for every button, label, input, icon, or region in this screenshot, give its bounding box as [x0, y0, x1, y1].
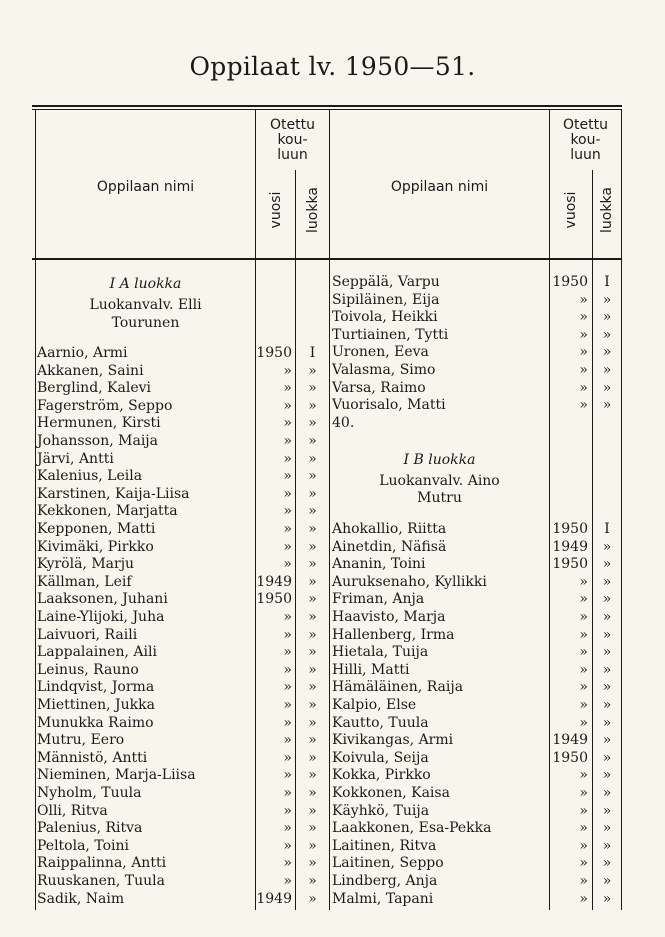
- student-class: I: [604, 521, 610, 537]
- student-class: »: [308, 609, 317, 625]
- student-class: »: [602, 837, 612, 854]
- student-year: »: [579, 767, 588, 784]
- student-year: »: [579, 626, 588, 643]
- student-class: »: [308, 362, 317, 379]
- student-name: Laakkonen, Esa-Pekka: [332, 820, 492, 837]
- student-name: Hermunen, Kirsti: [37, 415, 161, 432]
- student-class: »: [308, 591, 317, 608]
- student-name: Leinus, Rauno: [37, 661, 139, 678]
- student-year: 1950: [552, 274, 588, 290]
- student-year: 1950: [552, 749, 588, 766]
- student-class: »: [602, 785, 612, 801]
- student-name: Ahokallio, Riitta: [332, 521, 447, 537]
- student-name: Haavisto, Marja: [332, 609, 446, 625]
- student-class: »: [308, 538, 317, 555]
- student-class: »: [308, 679, 317, 696]
- student-name: Laine-Ylijoki, Juha: [37, 609, 165, 625]
- top-rule: [32, 105, 622, 107]
- student-year: 1950: [256, 345, 292, 361]
- student-name: Munukka Raimo: [37, 714, 154, 731]
- student-name: Malmi, Tapani: [332, 890, 434, 907]
- student-class: »: [308, 767, 317, 784]
- student-year: »: [579, 344, 588, 361]
- student-year: »: [283, 415, 292, 432]
- teacher-line-1b: Luokanvalv. Aino: [379, 473, 500, 489]
- student-name: Hämäläinen, Raija: [332, 679, 464, 696]
- col-year-header-right: vuosi: [563, 191, 579, 229]
- student-name: 40.: [332, 414, 355, 431]
- student-name: Fagerström, Seppo: [37, 397, 173, 414]
- student-year: »: [579, 785, 588, 801]
- col-taken-header-right: Otettu kou- luun: [563, 117, 608, 163]
- student-class: »: [308, 503, 317, 520]
- student-class: »: [602, 573, 612, 590]
- student-year: »: [579, 326, 588, 343]
- student-name: Kivimäki, Pirkko: [37, 538, 154, 555]
- student-name: Auruksenaho, Kyllikki: [332, 573, 487, 590]
- top-rule-thin: [32, 109, 622, 110]
- student-class: »: [308, 785, 317, 801]
- col-name-header-left: Oppilaan nimi: [96, 179, 195, 195]
- student-year: »: [283, 503, 292, 520]
- student-class: »: [308, 626, 317, 643]
- student-name: Nieminen, Marja-Liisa: [37, 767, 196, 784]
- student-class: »: [308, 661, 317, 678]
- student-year: »: [283, 837, 292, 854]
- student-year: »: [283, 644, 292, 661]
- student-year: »: [283, 802, 292, 819]
- student-name: Sadik, Naim: [37, 890, 125, 907]
- student-class: »: [602, 538, 612, 555]
- student-year: »: [579, 591, 588, 608]
- left-border: [35, 110, 36, 910]
- student-year: »: [283, 785, 292, 801]
- student-name: Kautto, Tuula: [332, 714, 429, 731]
- student-year: »: [283, 485, 292, 502]
- student-name: Ananin, Toini: [332, 556, 426, 573]
- student-year: »: [283, 697, 292, 713]
- student-name: Laitinen, Ritva: [332, 837, 437, 854]
- student-year: »: [283, 433, 292, 449]
- student-year: »: [579, 697, 588, 713]
- student-class: »: [602, 556, 612, 573]
- student-year: »: [283, 855, 292, 872]
- section-title-1a: I A luokka: [109, 276, 182, 292]
- student-name: Uronen, Eeva: [332, 344, 429, 361]
- student-class: »: [308, 556, 317, 573]
- col-taken-header-left: Otettu kou- luun: [270, 117, 315, 163]
- col-name-header-right: Oppilaan nimi: [390, 179, 489, 195]
- student-year: »: [283, 450, 292, 467]
- student-class: »: [602, 890, 612, 907]
- student-class: »: [602, 714, 612, 731]
- teacher-line-1b-2: Mutru: [417, 490, 462, 506]
- student-year: »: [579, 644, 588, 661]
- student-year: »: [283, 626, 292, 643]
- student-year: »: [579, 362, 588, 378]
- student-year: »: [579, 837, 588, 854]
- teacher-line-1a-2: Tourunen: [111, 315, 180, 331]
- student-class: »: [308, 837, 317, 854]
- student-class: »: [602, 749, 612, 766]
- student-class: »: [308, 450, 317, 467]
- student-class: »: [602, 802, 612, 819]
- student-name: Kepponen, Matti: [37, 521, 156, 537]
- section-title-1b: I B luokka: [403, 452, 476, 468]
- student-name: Seppälä, Varpu: [332, 274, 440, 290]
- student-class: »: [602, 644, 612, 661]
- student-year: 1949: [552, 538, 588, 555]
- student-year: »: [579, 379, 588, 396]
- student-class: »: [602, 855, 612, 872]
- student-year: »: [283, 873, 292, 889]
- student-year: »: [283, 767, 292, 784]
- student-class: »: [308, 714, 317, 731]
- col-year-header-left: vuosi: [268, 191, 284, 229]
- student-class: »: [308, 890, 317, 907]
- student-name: Hallenberg, Irma: [332, 626, 455, 643]
- student-year: »: [579, 573, 588, 590]
- student-name: Raippalinna, Antti: [37, 855, 167, 872]
- student-year: 1950: [256, 591, 292, 608]
- student-class: »: [602, 626, 612, 643]
- student-year: »: [579, 855, 588, 872]
- col-class-header-right: luokka: [599, 187, 615, 233]
- student-year: »: [579, 802, 588, 819]
- student-class: »: [308, 397, 317, 414]
- student-name: Männistö, Antti: [37, 749, 148, 766]
- student-class: »: [308, 697, 317, 713]
- student-name: Kekkonen, Marjatta: [37, 503, 178, 520]
- student-name: Kivikangas, Armi: [332, 732, 454, 749]
- student-class: »: [602, 732, 612, 749]
- col-class-header-left: luokka: [305, 187, 321, 233]
- student-class: »: [602, 609, 612, 625]
- student-year: »: [283, 609, 292, 625]
- student-name: Karstinen, Kaija-Liisa: [37, 485, 190, 502]
- student-class: »: [308, 644, 317, 661]
- student-year: 1950: [552, 521, 588, 537]
- student-name: Koivula, Seija: [332, 749, 429, 766]
- student-year: »: [579, 873, 588, 889]
- student-name: Kyrölä, Marju: [37, 556, 135, 573]
- student-year: »: [283, 556, 292, 573]
- student-class: »: [602, 873, 612, 889]
- student-class: I: [604, 274, 610, 290]
- student-name: Toivola, Heikki: [332, 309, 438, 326]
- student-year: »: [579, 309, 588, 326]
- student-name: Järvi, Antti: [37, 450, 114, 467]
- student-year: »: [283, 714, 292, 731]
- student-class: »: [308, 468, 317, 485]
- student-year: 1949: [256, 890, 292, 907]
- right-border: [621, 110, 622, 910]
- student-class: »: [308, 485, 317, 502]
- student-year: »: [283, 749, 292, 766]
- student-name: Laaksonen, Juhani: [37, 591, 168, 608]
- student-name: Johansson, Maija: [37, 433, 158, 449]
- student-name: Hietala, Tuija: [332, 644, 429, 661]
- student-name: Ruuskanen, Tuula: [37, 873, 166, 889]
- student-name: Hilli, Matti: [332, 661, 410, 678]
- student-year: »: [283, 820, 292, 837]
- student-class: »: [602, 379, 612, 396]
- student-name: Lindberg, Anja: [332, 873, 438, 889]
- student-class: »: [602, 697, 612, 713]
- student-year: »: [283, 538, 292, 555]
- student-class: »: [308, 873, 317, 889]
- student-name: Kokka, Pirkko: [332, 767, 431, 784]
- student-class: »: [602, 344, 612, 361]
- student-name: Lindqvist, Jorma: [37, 679, 155, 696]
- student-class: »: [602, 397, 612, 414]
- student-year: »: [283, 732, 292, 749]
- student-name: Vuorisalo, Matti: [332, 397, 446, 414]
- column-divider: [329, 110, 330, 910]
- student-name: Lappalainen, Aili: [37, 644, 157, 661]
- student-name: Sipiläinen, Eija: [332, 291, 440, 308]
- header-rule: [32, 258, 622, 260]
- student-name: Palenius, Ritva: [37, 820, 143, 837]
- student-year: »: [579, 714, 588, 731]
- student-year: 1949: [256, 573, 292, 590]
- student-class: »: [602, 309, 612, 326]
- page-title: Oppilaat lv. 1950—51.: [189, 52, 476, 81]
- student-name: Kokkonen, Kaisa: [332, 785, 450, 801]
- student-year: »: [283, 380, 292, 397]
- student-class: »: [308, 415, 317, 432]
- student-name: Akkanen, Saini: [37, 362, 144, 379]
- student-class: »: [602, 591, 612, 608]
- student-name: Varsa, Raimo: [332, 379, 426, 396]
- student-year: »: [579, 890, 588, 907]
- student-name: Miettinen, Jukka: [37, 697, 155, 713]
- student-year: 1950: [552, 556, 588, 573]
- student-name: Nyholm, Tuula: [37, 785, 142, 801]
- student-year: »: [579, 820, 588, 837]
- student-name: Friman, Anja: [332, 591, 425, 608]
- student-class: »: [308, 802, 317, 819]
- student-class: »: [602, 679, 612, 696]
- student-name: Turtiainen, Tytti: [332, 326, 449, 343]
- student-class: »: [308, 380, 317, 397]
- student-class: »: [602, 820, 612, 837]
- student-year: »: [579, 661, 588, 678]
- teacher-line-1a: Luokanvalv. Elli: [89, 297, 202, 313]
- student-class: »: [602, 362, 612, 378]
- student-name: Olli, Ritva: [37, 802, 108, 819]
- student-class: »: [308, 820, 317, 837]
- student-year: »: [283, 661, 292, 678]
- student-name: Kalenius, Leila: [37, 468, 143, 485]
- student-name: Ainetdin, Näfisä: [332, 538, 447, 555]
- student-class: »: [308, 855, 317, 872]
- student-class: I: [309, 345, 316, 361]
- student-class: »: [602, 326, 612, 343]
- student-class: »: [308, 433, 317, 449]
- student-year: »: [283, 468, 292, 485]
- student-name: Käyhkö, Tuija: [332, 802, 430, 819]
- student-year: »: [283, 679, 292, 696]
- student-year: »: [579, 679, 588, 696]
- student-class: »: [308, 732, 317, 749]
- student-year: 1949: [552, 732, 588, 749]
- student-name: Laitinen, Seppo: [332, 855, 444, 872]
- student-year: »: [579, 397, 588, 414]
- student-year: »: [579, 609, 588, 625]
- student-class: »: [308, 573, 317, 590]
- student-name: Valasma, Simo: [332, 362, 436, 378]
- student-name: Aarnio, Armi: [37, 345, 128, 361]
- student-class: »: [602, 661, 612, 678]
- student-year: »: [283, 397, 292, 414]
- student-name: Mutru, Eero: [37, 732, 125, 749]
- student-class: »: [308, 521, 317, 537]
- student-year: »: [283, 521, 292, 537]
- student-year: »: [579, 291, 588, 308]
- student-name: Peltola, Toini: [37, 837, 129, 854]
- student-name: Berglind, Kalevi: [37, 380, 152, 397]
- student-class: »: [602, 291, 612, 308]
- student-year: »: [283, 362, 292, 379]
- student-name: Källman, Leif: [37, 573, 132, 590]
- student-name: Laivuori, Raili: [37, 626, 138, 643]
- student-class: »: [308, 749, 317, 766]
- student-class: »: [602, 767, 612, 784]
- student-name: Kalpio, Else: [332, 697, 417, 713]
